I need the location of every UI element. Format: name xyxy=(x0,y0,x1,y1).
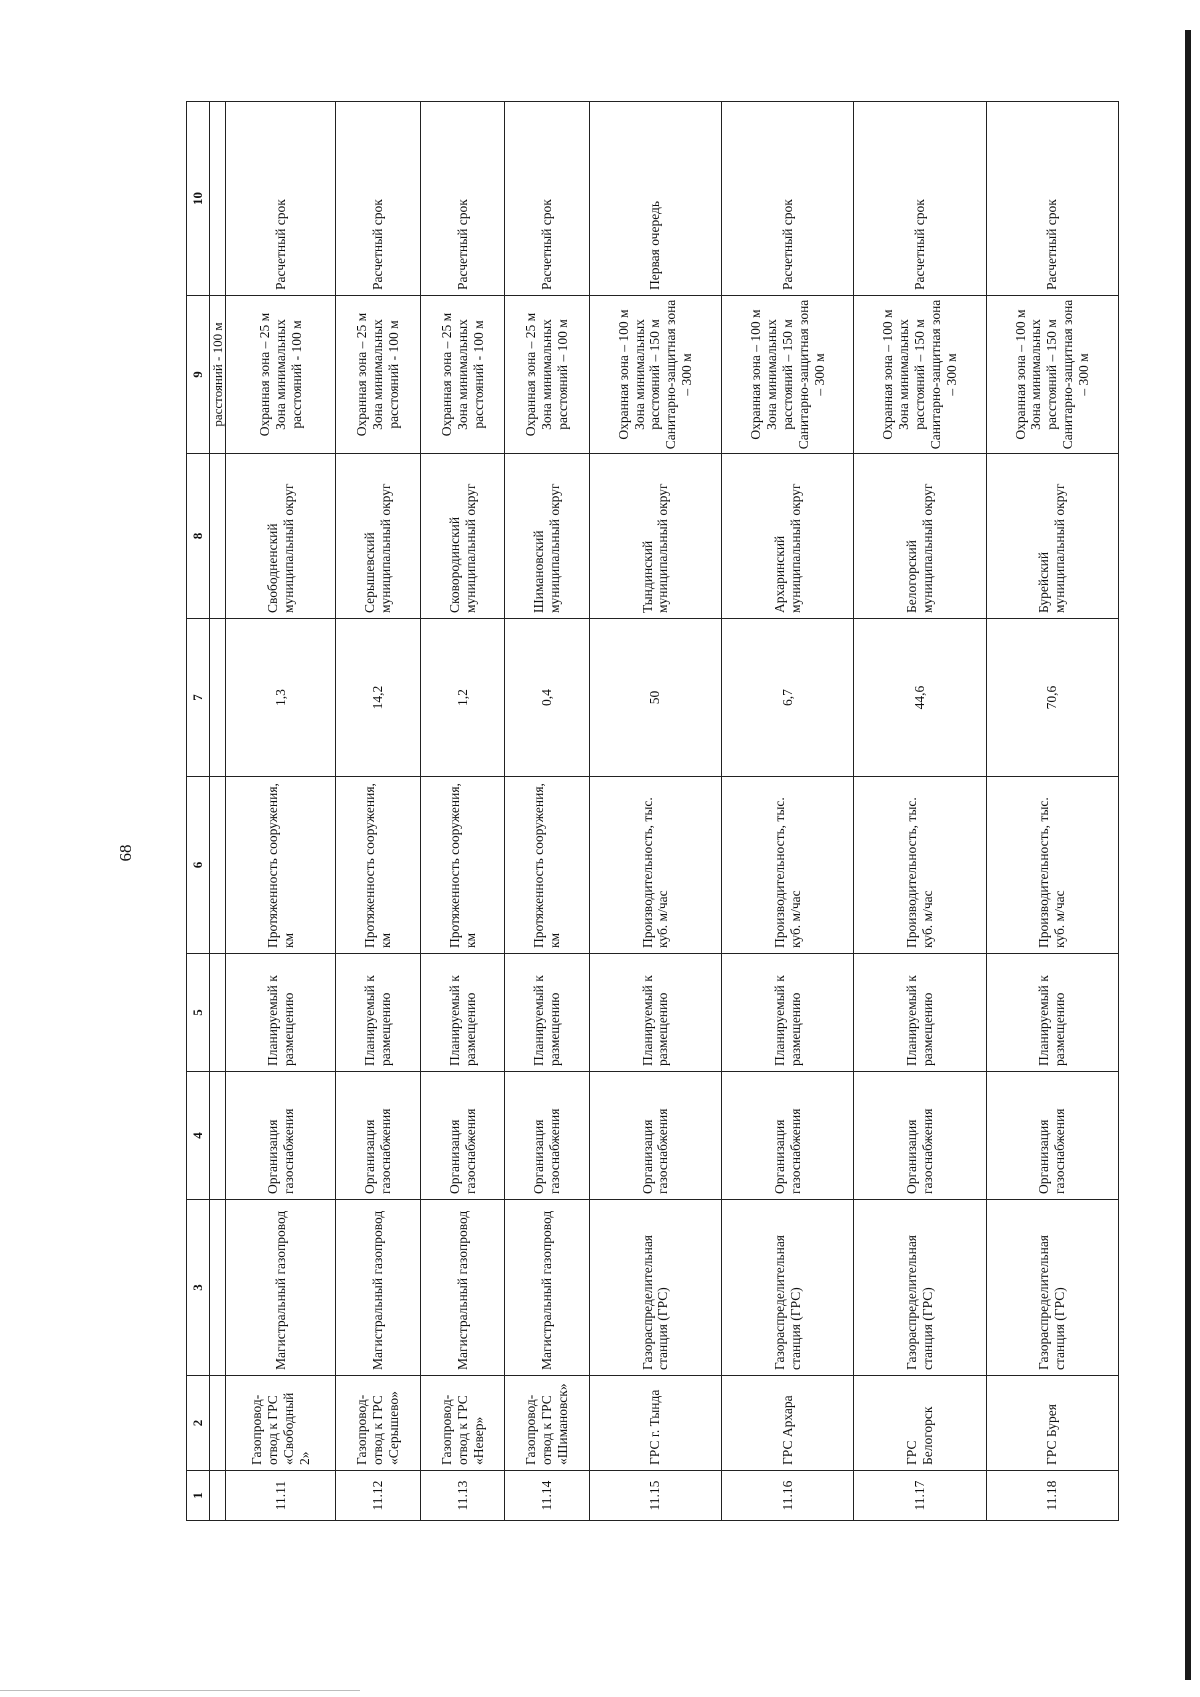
object-purpose: Организация газоснабжения xyxy=(336,1072,421,1200)
object-parameter: Производительность, тыс. куб. м/час xyxy=(986,777,1118,954)
row-id: 11.13 xyxy=(420,1471,505,1521)
object-district: Архаринский муниципальный округ xyxy=(722,454,854,619)
header-col-1: 1 xyxy=(187,1471,210,1521)
object-purpose: Организация газоснабжения xyxy=(722,1072,854,1200)
object-term: Первая очередь xyxy=(589,102,721,296)
rotated-table-container xyxy=(186,102,1119,1521)
object-parameter: Производительность, тыс. куб. м/час xyxy=(854,777,986,954)
object-type: Магистральный газопровод xyxy=(226,1200,336,1376)
table-row xyxy=(854,102,986,1521)
object-status: Планируемый к размещению xyxy=(589,954,721,1072)
object-zones xyxy=(722,296,854,454)
object-type: Магистральный газопровод xyxy=(505,1200,590,1376)
zone-line: Охранная зона – 25 м xyxy=(354,312,370,437)
object-name: Газопровод-отвод к ГРС «Шимановск» xyxy=(505,1376,590,1471)
row-id: 11.17 xyxy=(854,1471,986,1521)
object-term: Расчетный срок xyxy=(854,102,986,296)
object-term: Расчетный срок xyxy=(505,102,590,296)
row-id: 11.18 xyxy=(986,1471,1118,1521)
zone-line: Охранная зона – 100 м xyxy=(880,309,896,440)
object-value: 14,2 xyxy=(336,619,421,777)
object-type: Газораспределительная станция (ГРС) xyxy=(986,1200,1118,1376)
object-district: Шимановский муниципальный округ xyxy=(505,454,590,619)
zone-line: Охранная зона – 100 м xyxy=(615,309,631,440)
header-col-10: 10 xyxy=(187,102,210,296)
table-row xyxy=(589,102,721,1521)
object-value: 1,2 xyxy=(420,619,505,777)
object-district: Свободненский муниципальный округ xyxy=(226,454,336,619)
object-status: Планируемый к размещению xyxy=(420,954,505,1072)
zone-line: Зона минимальных расстояний – 100 м xyxy=(539,319,571,430)
table-row xyxy=(722,102,854,1521)
object-term: Расчетный срок xyxy=(420,102,505,296)
object-term: Расчетный срок xyxy=(226,102,336,296)
object-zones xyxy=(986,296,1118,454)
object-status: Планируемый к размещению xyxy=(854,954,986,1072)
object-name: ГРС Белогорск xyxy=(854,1376,986,1471)
table-row xyxy=(986,102,1118,1521)
row-id: 11.12 xyxy=(336,1471,421,1521)
continuation-zone-text: расстояний - 100 м xyxy=(210,296,226,454)
object-zones xyxy=(420,296,505,454)
object-type: Магистральный газопровод xyxy=(336,1200,421,1376)
header-col-2: 2 xyxy=(187,1376,210,1471)
continuation-row xyxy=(210,102,226,1521)
object-value: 44,6 xyxy=(854,619,986,777)
object-name: Газопровод-отвод к ГРС «Свободный 2» xyxy=(226,1376,336,1471)
object-value: 0,4 xyxy=(505,619,590,777)
object-district: Бурейский муниципальный округ xyxy=(986,454,1118,619)
scan-bottom-edge xyxy=(0,1690,360,1691)
object-status: Планируемый к размещению xyxy=(505,954,590,1072)
object-zones xyxy=(854,296,986,454)
object-district: Сковородинский муниципальный округ xyxy=(420,454,505,619)
zone-line: Зона минимальных расстояний - 100 м xyxy=(370,319,402,430)
object-status: Планируемый к размещению xyxy=(336,954,421,1072)
object-parameter: Протяженность сооружения, км xyxy=(505,777,590,954)
object-purpose: Организация газоснабжения xyxy=(226,1072,336,1200)
table-row xyxy=(336,102,421,1521)
object-type: Газораспределительная станция (ГРС) xyxy=(722,1200,854,1376)
object-zones xyxy=(226,296,336,454)
zone-line: Охранная зона – 25 м xyxy=(256,312,272,437)
object-type: Магистральный газопровод xyxy=(420,1200,505,1376)
object-parameter: Производительность, тыс. куб. м/час xyxy=(722,777,854,954)
row-id: 11.11 xyxy=(226,1471,336,1521)
object-status: Планируемый к размещению xyxy=(986,954,1118,1072)
header-col-9: 9 xyxy=(187,296,210,454)
zone-line: Охранная зона – 25 м xyxy=(438,312,454,437)
header-col-3: 3 xyxy=(187,1200,210,1376)
object-district: Белогорский муниципальный округ xyxy=(854,454,986,619)
zone-line: Зона минимальных расстояний - 100 м xyxy=(454,319,486,430)
gas-infrastructure-table xyxy=(186,101,1119,1521)
zone-line: Санитарно-защитная зона – 300 м xyxy=(1060,299,1092,450)
header-col-4: 4 xyxy=(187,1072,210,1200)
zone-line: Охранная зона – 25 м xyxy=(523,312,539,437)
object-type: Газораспределительная станция (ГРС) xyxy=(854,1200,986,1376)
header-col-5: 5 xyxy=(187,954,210,1072)
object-purpose: Организация газоснабжения xyxy=(854,1072,986,1200)
zone-line: Охранная зона – 100 м xyxy=(1012,309,1028,440)
object-term: Расчетный срок xyxy=(722,102,854,296)
zone-line: Зона минимальных расстояний – 150 м xyxy=(763,319,795,430)
table-row xyxy=(505,102,590,1521)
row-id: 11.14 xyxy=(505,1471,590,1521)
object-purpose: Организация газоснабжения xyxy=(986,1072,1118,1200)
object-parameter: Протяженность сооружения, км xyxy=(336,777,421,954)
zone-line: Зона минимальных расстояний – 150 м xyxy=(896,319,928,430)
page-number: 68 xyxy=(116,844,135,862)
header-col-7: 7 xyxy=(187,619,210,777)
header-col-8: 8 xyxy=(187,454,210,619)
zone-line: Санитарно-защитная зона – 300 м xyxy=(927,299,959,450)
object-status: Планируемый к размещению xyxy=(226,954,336,1072)
zone-line: Зона минимальных расстояний – 150 м xyxy=(1028,319,1060,430)
table-row xyxy=(420,102,505,1521)
object-name: ГРС Архара xyxy=(722,1376,854,1471)
object-type: Газораспределительная станция (ГРС) xyxy=(589,1200,721,1376)
header-row xyxy=(187,102,210,1521)
zone-line: Зона минимальных расстояний – 150 м xyxy=(631,319,663,430)
scan-page-edge xyxy=(1185,30,1191,1680)
object-value: 1,3 xyxy=(226,619,336,777)
row-id: 11.16 xyxy=(722,1471,854,1521)
object-purpose: Организация газоснабжения xyxy=(420,1072,505,1200)
object-term: Расчетный срок xyxy=(336,102,421,296)
object-name: ГРС Бурея xyxy=(986,1376,1118,1471)
zone-line: Охранная зона – 100 м xyxy=(747,309,763,440)
object-parameter: Протяженность сооружения, км xyxy=(420,777,505,954)
object-name: Газопровод-отвод к ГРС «Невер» xyxy=(420,1376,505,1471)
object-district: Тындинский муниципальный округ xyxy=(589,454,721,619)
object-purpose: Организация газоснабжения xyxy=(589,1072,721,1200)
object-zones xyxy=(589,296,721,454)
object-value: 50 xyxy=(589,619,721,777)
object-zones xyxy=(505,296,590,454)
object-district: Серышевский муниципальный округ xyxy=(336,454,421,619)
object-value: 6,7 xyxy=(722,619,854,777)
object-value: 70,6 xyxy=(986,619,1118,777)
zone-line: Зона минимальных расстояний - 100 м xyxy=(272,319,304,430)
object-name: Газопровод-отвод к ГРС «Серышево» xyxy=(336,1376,421,1471)
object-term: Расчетный срок xyxy=(986,102,1118,296)
object-zones xyxy=(336,296,421,454)
row-id: 11.15 xyxy=(589,1471,721,1521)
zone-line: Санитарно-защитная зона – 300 м xyxy=(663,299,695,450)
object-status: Планируемый к размещению xyxy=(722,954,854,1072)
header-col-6: 6 xyxy=(187,777,210,954)
object-parameter: Протяженность сооружения, км xyxy=(226,777,336,954)
table-row xyxy=(226,102,336,1521)
object-parameter: Производительность, тыс. куб. м/час xyxy=(589,777,721,954)
object-name: ГРС г. Тында xyxy=(589,1376,721,1471)
zone-line: Санитарно-защитная зона – 300 м xyxy=(795,299,827,450)
object-purpose: Организация газоснабжения xyxy=(505,1072,590,1200)
